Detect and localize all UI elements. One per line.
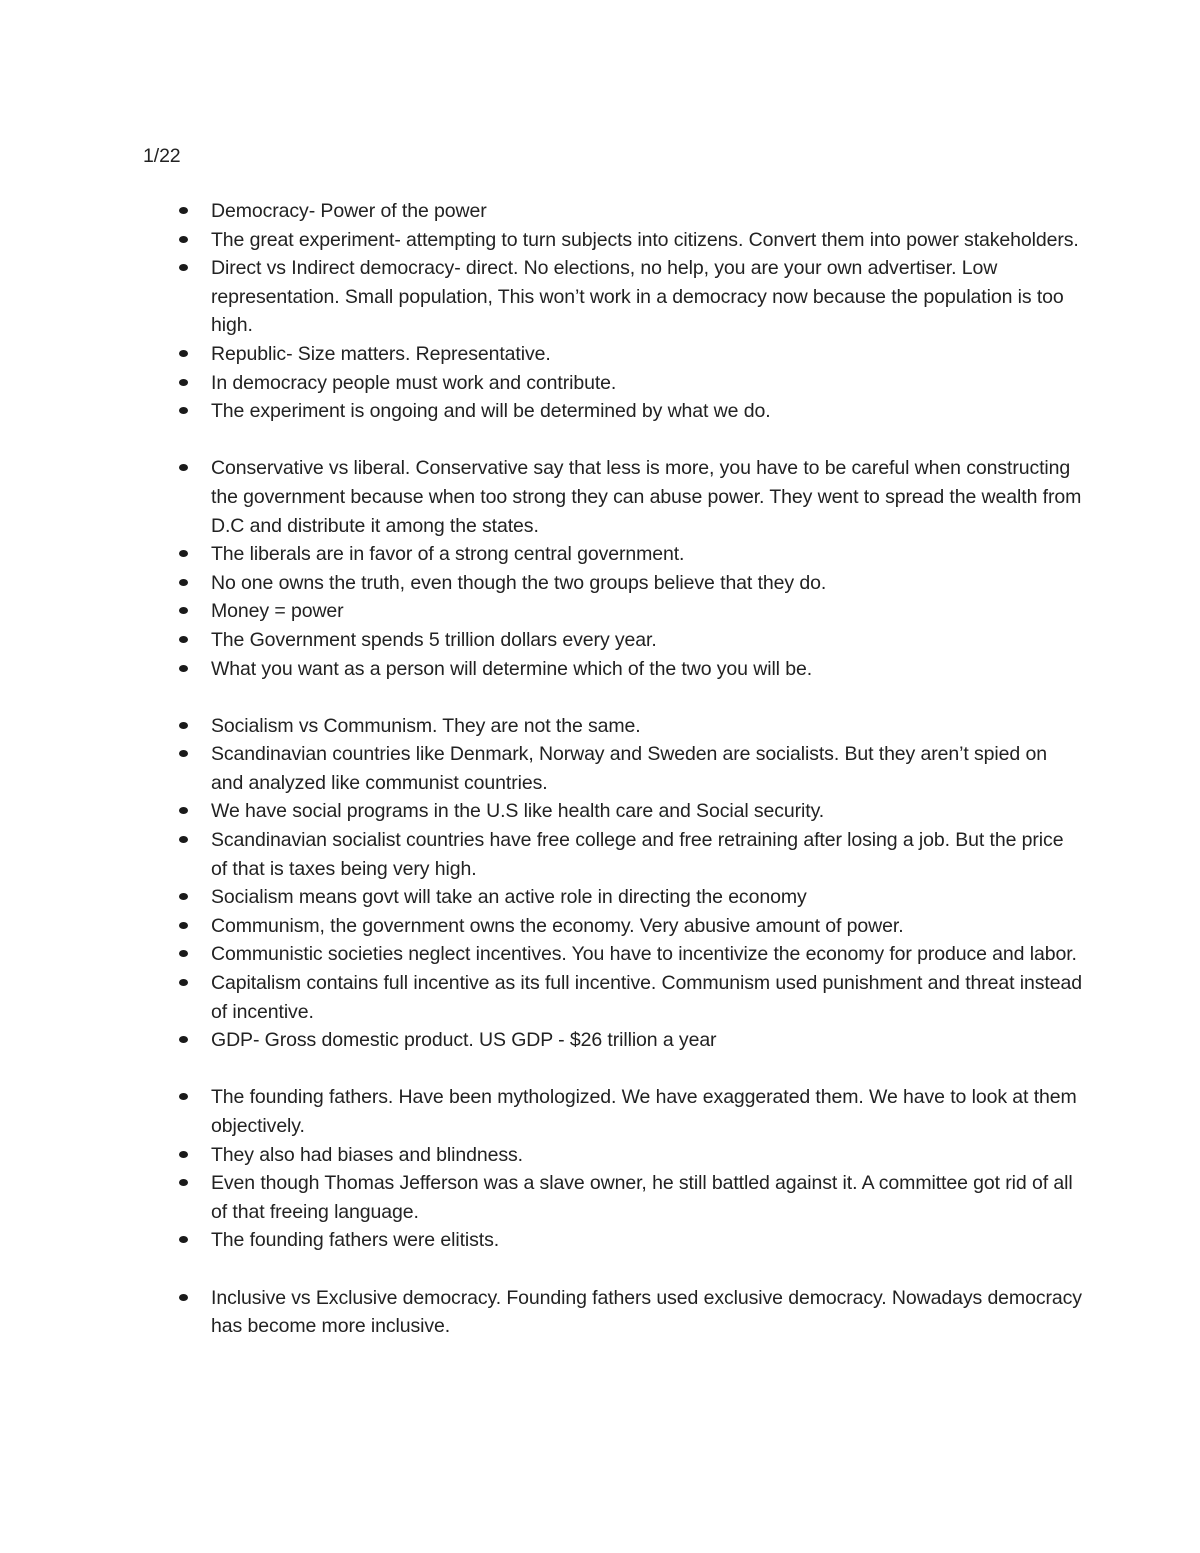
- list-item-text: Capitalism contains full incentive as its full incentive. Communism used punishment and threat instead of incentive.: [211, 972, 1082, 1023]
- list-item: [143, 797, 1083, 826]
- list-item: [143, 1141, 1083, 1170]
- bullet-icon: [179, 750, 188, 757]
- list-item-text: Conservative vs liberal. Conservative say that less is more, you have to be careful when constructing the government because when too strong they can abuse power. They went to spread the wealth from D.C and distribute it among the states.: [211, 457, 1082, 537]
- list-item-text: Even though Thomas Jefferson was a slave owner, he still battled against it. A committee got rid of all of that freeing language.: [211, 1172, 1073, 1223]
- list-item: [143, 626, 1083, 655]
- bullet-icon: [179, 579, 188, 586]
- bullet-icon: [179, 1294, 188, 1301]
- bullet-icon: [179, 550, 188, 557]
- bullet-group-founding-fathers: [143, 1083, 1083, 1255]
- list-item: [143, 226, 1083, 255]
- bullet-icon: [179, 665, 188, 672]
- list-item: [143, 912, 1083, 941]
- list-item: [143, 655, 1083, 684]
- list-item: [143, 1026, 1083, 1055]
- bullet-icon: [179, 407, 188, 414]
- bullet-icon: [179, 922, 188, 929]
- list-item-text: Socialism means govt will take an active role in directing the economy: [211, 886, 807, 909]
- list-item: [143, 540, 1083, 569]
- bullet-icon: [179, 236, 188, 243]
- bullet-icon: [179, 1036, 188, 1043]
- list-item-text: Direct vs Indirect democracy- direct. No elections, no help, you are your own advertiser. Low representation. Small population, This won’t work in a democracy now because the population is too high.: [211, 257, 1064, 337]
- bullet-icon: [179, 1151, 188, 1158]
- bullet-icon: [179, 350, 188, 357]
- list-item: [143, 1284, 1083, 1341]
- list-item-text: The founding fathers. Have been mythologized. We have exaggerated them. We have to look at them objectively.: [211, 1086, 1077, 1137]
- bullet-group-conservative-liberal: [143, 454, 1083, 683]
- list-item: [143, 197, 1083, 226]
- list-item: [143, 569, 1083, 598]
- list-item: [143, 1169, 1083, 1226]
- bullet-icon: [179, 264, 188, 271]
- list-item-text: The Government spends 5 trillion dollars every year.: [211, 628, 657, 651]
- list-item-text: Democracy- Power of the power: [211, 200, 487, 222]
- list-item: [143, 740, 1083, 797]
- list-item-text: Republic- Size matters. Representative.: [211, 342, 551, 365]
- bullet-group-socialism-communism: [143, 712, 1083, 1055]
- bullet-icon: [179, 607, 188, 614]
- list-item-text: Communistic societies neglect incentives. You have to incentivize the economy for produce and labor.: [211, 943, 1077, 966]
- list-item-text: GDP- Gross domestic product. US GDP - $26 trillion a year: [211, 1029, 717, 1052]
- list-item: [143, 1083, 1083, 1140]
- bullet-icon: [179, 1093, 188, 1100]
- bullet-icon: [179, 893, 188, 900]
- bullet-icon: [179, 464, 188, 471]
- bullet-icon: [179, 1179, 188, 1186]
- bullet-icon: [179, 836, 188, 843]
- bullet-icon: [179, 722, 188, 729]
- list-item: [143, 883, 1083, 912]
- list-item: [143, 397, 1083, 426]
- list-item: [143, 597, 1083, 626]
- list-item: [143, 826, 1083, 883]
- list-item-text: No one owns the truth, even though the two groups believe that they do.: [211, 571, 827, 594]
- bullet-icon: [179, 950, 188, 957]
- list-item: [143, 254, 1083, 340]
- list-item-text: Inclusive vs Exclusive democracy. Founding fathers used exclusive democracy. Nowadays democracy has become more inclusive.: [211, 1286, 1082, 1338]
- bullet-icon: [179, 979, 188, 986]
- list-item-text: The liberals are in favor of a strong central government.: [211, 543, 685, 566]
- list-item: [143, 340, 1083, 369]
- list-item-text: Money = power: [211, 600, 344, 623]
- list-item: [143, 712, 1083, 741]
- bullet-group-democracy: [143, 197, 1083, 426]
- bullet-icon: [179, 1236, 188, 1243]
- list-item: [143, 369, 1083, 398]
- list-item: [143, 454, 1083, 540]
- bullet-icon: [179, 807, 188, 814]
- list-item-text: The founding fathers were elitists.: [211, 1229, 500, 1252]
- list-item-text: Socialism vs Communism. They are not the same.: [211, 714, 641, 737]
- list-item-text: The experiment is ongoing and will be determined by what we do.: [211, 400, 771, 423]
- list-item: [143, 969, 1083, 1026]
- bullet-group-inclusive-exclusive: [143, 1284, 1083, 1341]
- list-item-text: The great experiment- attempting to turn subjects into citizens. Convert them into power stakeholders.: [211, 228, 1079, 251]
- list-item-text: They also had biases and blindness.: [211, 1143, 523, 1166]
- list-item-text: In democracy people must work and contribute.: [211, 371, 617, 394]
- list-item-text: Scandinavian countries like Denmark, Norway and Sweden are socialists. But they aren’t spied on and analyzed like communist countries.: [211, 743, 1047, 794]
- list-item: [143, 1226, 1083, 1255]
- bullet-icon: [179, 207, 188, 214]
- bullet-icon: [179, 379, 188, 386]
- bullet-icon: [179, 636, 188, 643]
- list-item-text: What you want as a person will determine which of the two you will be.: [211, 657, 813, 680]
- list-item-text: Scandinavian socialist countries have free college and free retraining after losing a job. But the price of that is taxes being very high.: [211, 829, 1064, 880]
- list-item: [143, 940, 1083, 969]
- note-date: 1/22: [143, 145, 181, 167]
- list-item-text: Communism, the government owns the economy. Very abusive amount of power.: [211, 914, 904, 937]
- notes-body: [143, 197, 1083, 1369]
- list-item-text: We have social programs in the U.S like health care and Social security.: [211, 800, 825, 823]
